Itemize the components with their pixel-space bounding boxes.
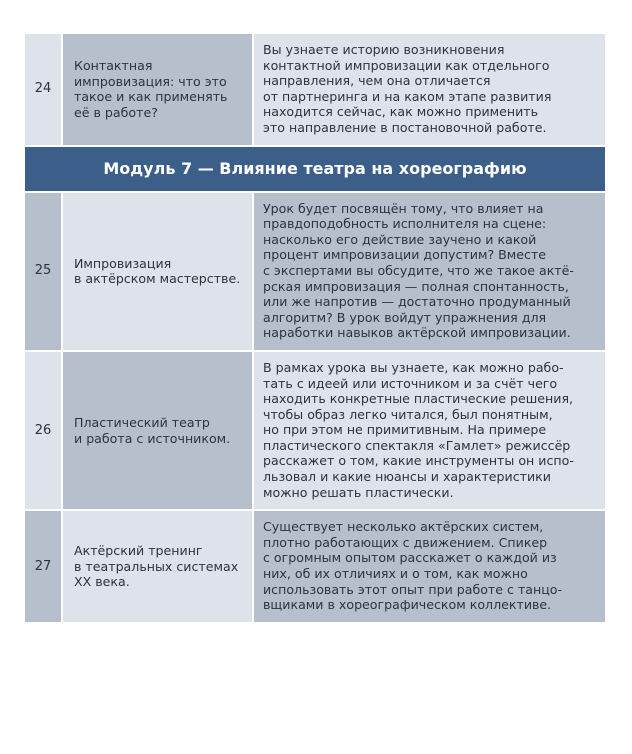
table-row xyxy=(25,34,605,145)
topic-line: Импровизация xyxy=(74,255,172,271)
lesson-topic xyxy=(63,34,252,145)
lesson-description xyxy=(254,352,605,509)
description-line: использовать этот опыт при работе с танцо- xyxy=(263,581,563,597)
topic-line: XX века. xyxy=(74,574,130,590)
module-title: Модуль 7 — Влияние театра на хореографию xyxy=(25,147,605,191)
description-line: расскажет о том, какие инструменты он испо- xyxy=(263,453,574,469)
topic-line: Актёрский тренинг xyxy=(74,543,203,559)
topic-line: в театральных системах xyxy=(74,558,239,574)
description-line: В рамках урока вы узнаете, как можно рабо- xyxy=(263,359,564,375)
lesson-topic xyxy=(63,511,252,622)
lesson-number: 24 xyxy=(25,34,61,145)
table-row xyxy=(25,352,605,509)
description-line: Существует несколько актёрских систем, xyxy=(263,519,544,535)
topic-line: и работа с источником. xyxy=(74,430,231,446)
description-line: Вы узнаете историю возникновения xyxy=(263,42,505,57)
topic-line: Пластический театр xyxy=(74,414,210,430)
topic-line: Контактная xyxy=(74,58,153,74)
topic-line: импровизация: что это xyxy=(74,73,227,89)
description-line: или же напротив — достаточно продуманный xyxy=(263,294,571,310)
lessons-table xyxy=(25,34,605,622)
description-line: можно решать пластически. xyxy=(263,484,454,500)
lesson-description xyxy=(254,193,605,350)
description-line: плотно работающих с движением. Спикер xyxy=(263,534,548,550)
description-line: находить конкретные пластические решения, xyxy=(263,391,574,407)
table-row xyxy=(25,511,605,622)
lesson-topic xyxy=(63,352,252,509)
description-line: рская импровизация — полная спонтанность, xyxy=(263,278,569,294)
description-line: от партнеринга и на каком этапе развития xyxy=(263,88,552,104)
description-line: процент импровизации допустим? Вместе xyxy=(263,247,547,263)
description-line: направления, чем она отличается xyxy=(263,73,491,89)
description-line: с экспертами вы обсудите, что же такое актё- xyxy=(263,262,574,278)
lesson-description xyxy=(254,511,605,622)
lesson-number: 26 xyxy=(25,352,61,509)
description-line: но при этом не примитивным. На примере xyxy=(263,422,547,438)
description-line: Урок будет посвящён тому, что влияет на xyxy=(263,200,544,216)
description-line: льзовал и какие нюансы и характеристики xyxy=(263,469,551,485)
topic-line: в актёрском мастерстве. xyxy=(74,271,241,287)
description-line: насколько его действие заучено и какой xyxy=(263,231,537,247)
description-line: вщиками в хореографическом коллективе. xyxy=(263,597,552,613)
description-line: тать с идеей или источником и за счёт чего xyxy=(263,375,558,391)
description-line: это направление в постановочной работе. xyxy=(263,119,547,135)
lesson-number: 25 xyxy=(25,193,61,350)
lesson-number: 27 xyxy=(25,511,61,622)
description-line: правдоподобность исполнителя на сцене: xyxy=(263,216,547,232)
description-line: наработки навыков актёрской импровизации. xyxy=(263,325,571,341)
description-line: находится сейчас, как можно применить xyxy=(263,104,539,120)
topic-line: её в работе? xyxy=(74,104,158,120)
description-line: контактной импровизации как отдельного xyxy=(263,57,550,73)
lesson-topic xyxy=(63,193,252,350)
table-row xyxy=(25,193,605,350)
description-line: с огромным опытом расскажет о каждой из xyxy=(263,550,557,566)
description-line: них, об их отличиях и о том, как можно xyxy=(263,566,528,582)
description-line: алгоритм? В урок войдут упражнения для xyxy=(263,309,547,325)
topic-line: такое и как применять xyxy=(74,89,228,105)
lesson-description xyxy=(254,34,605,145)
description-line: чтобы образ легко читался, был понятным, xyxy=(263,406,553,422)
description-line: пластического спектакля «Гамлет» режиссёр xyxy=(263,437,571,453)
